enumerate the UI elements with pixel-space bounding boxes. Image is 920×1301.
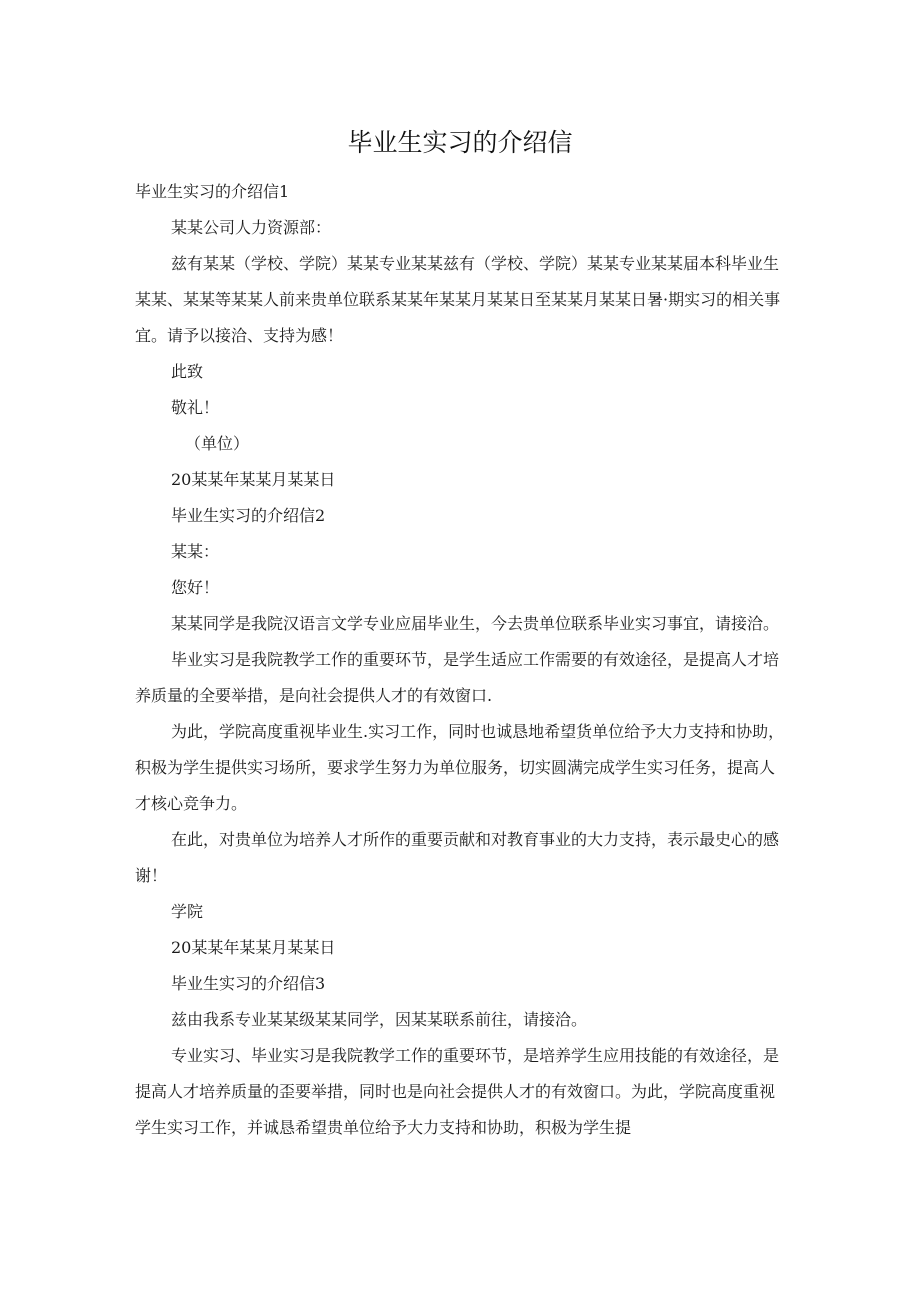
letter2-paragraph-2: 毕业实习是我院教学工作的重要环节，是学生适应工作需要的有效途径，是提高人才培养质量的全要举措，是向社会提供人才的有效窗口. (135, 650, 780, 705)
letter1-salutation: 某某公司人力资源部： (171, 218, 332, 237)
letter1-closing-1: 此致 (171, 362, 204, 381)
letter2-salutation: 某某： (171, 542, 220, 561)
letter1-heading: 毕业生实习的介绍信1 (135, 182, 290, 201)
letter1-body: 兹有某某（学校、学院）某某专业某某兹有（学校、学院）某某专业某某届本科毕业生某某、某某等某某人前来贵单位联系某某年某某月某某日至某某月某某日暑·期实习的相关事宜。请予以接洽、支持为感！ (135, 254, 781, 345)
letter2-date: 20某某年某某月某某日 (171, 938, 336, 957)
letter2-heading: 毕业生实习的介绍信2 (171, 506, 326, 525)
letter1-signature: （单位） (185, 434, 250, 453)
letter3-paragraph-2: 专业实习、毕业实习是我院教学工作的重要环节，是培养学生应用技能的有效途径，是提高人才培养质量的歪要举措，同时也是向社会提供人才的有效窗口。为此，学院高度重视学生实习工作，并诚恳希望贵单位给予大力支持和协助，积极为学生提 (135, 1046, 780, 1137)
letter2-greeting: 您好！ (171, 578, 220, 597)
document-title: 毕业生实习的介绍信 (347, 128, 573, 157)
letter2-signature: 学院 (171, 902, 204, 921)
letter3-heading: 毕业生实习的介绍信3 (171, 974, 326, 993)
letter3-paragraph-1: 兹由我系专业某某级某某同学，因某某联系前往，请接洽。 (171, 1010, 588, 1029)
letter2-paragraph-3: 为此，学院高度重视毕业生.实习工作，同时也诚恳地希望货单位给予大力支持和协助，积极为学生提供实习场所，要求学生努力为单位服务，切实圆满完成学生实习任务，提高人才核心竞争力。 (135, 722, 785, 813)
document-body (135, 174, 785, 1146)
letter1-closing-2: 敬礼！ (171, 398, 220, 417)
letter1-date: 20某某年某某月某某日 (171, 470, 336, 489)
letter2-paragraph-1: 某某同学是我院汉语言文学专业应届毕业生，今去贵单位联系毕业实习事宜，请接洽。 (171, 614, 780, 633)
letter2-paragraph-4: 在此，对贵单位为培养人才所作的重要贡献和对教育事业的大力支持，表示最史心的感谢！ (135, 830, 780, 885)
